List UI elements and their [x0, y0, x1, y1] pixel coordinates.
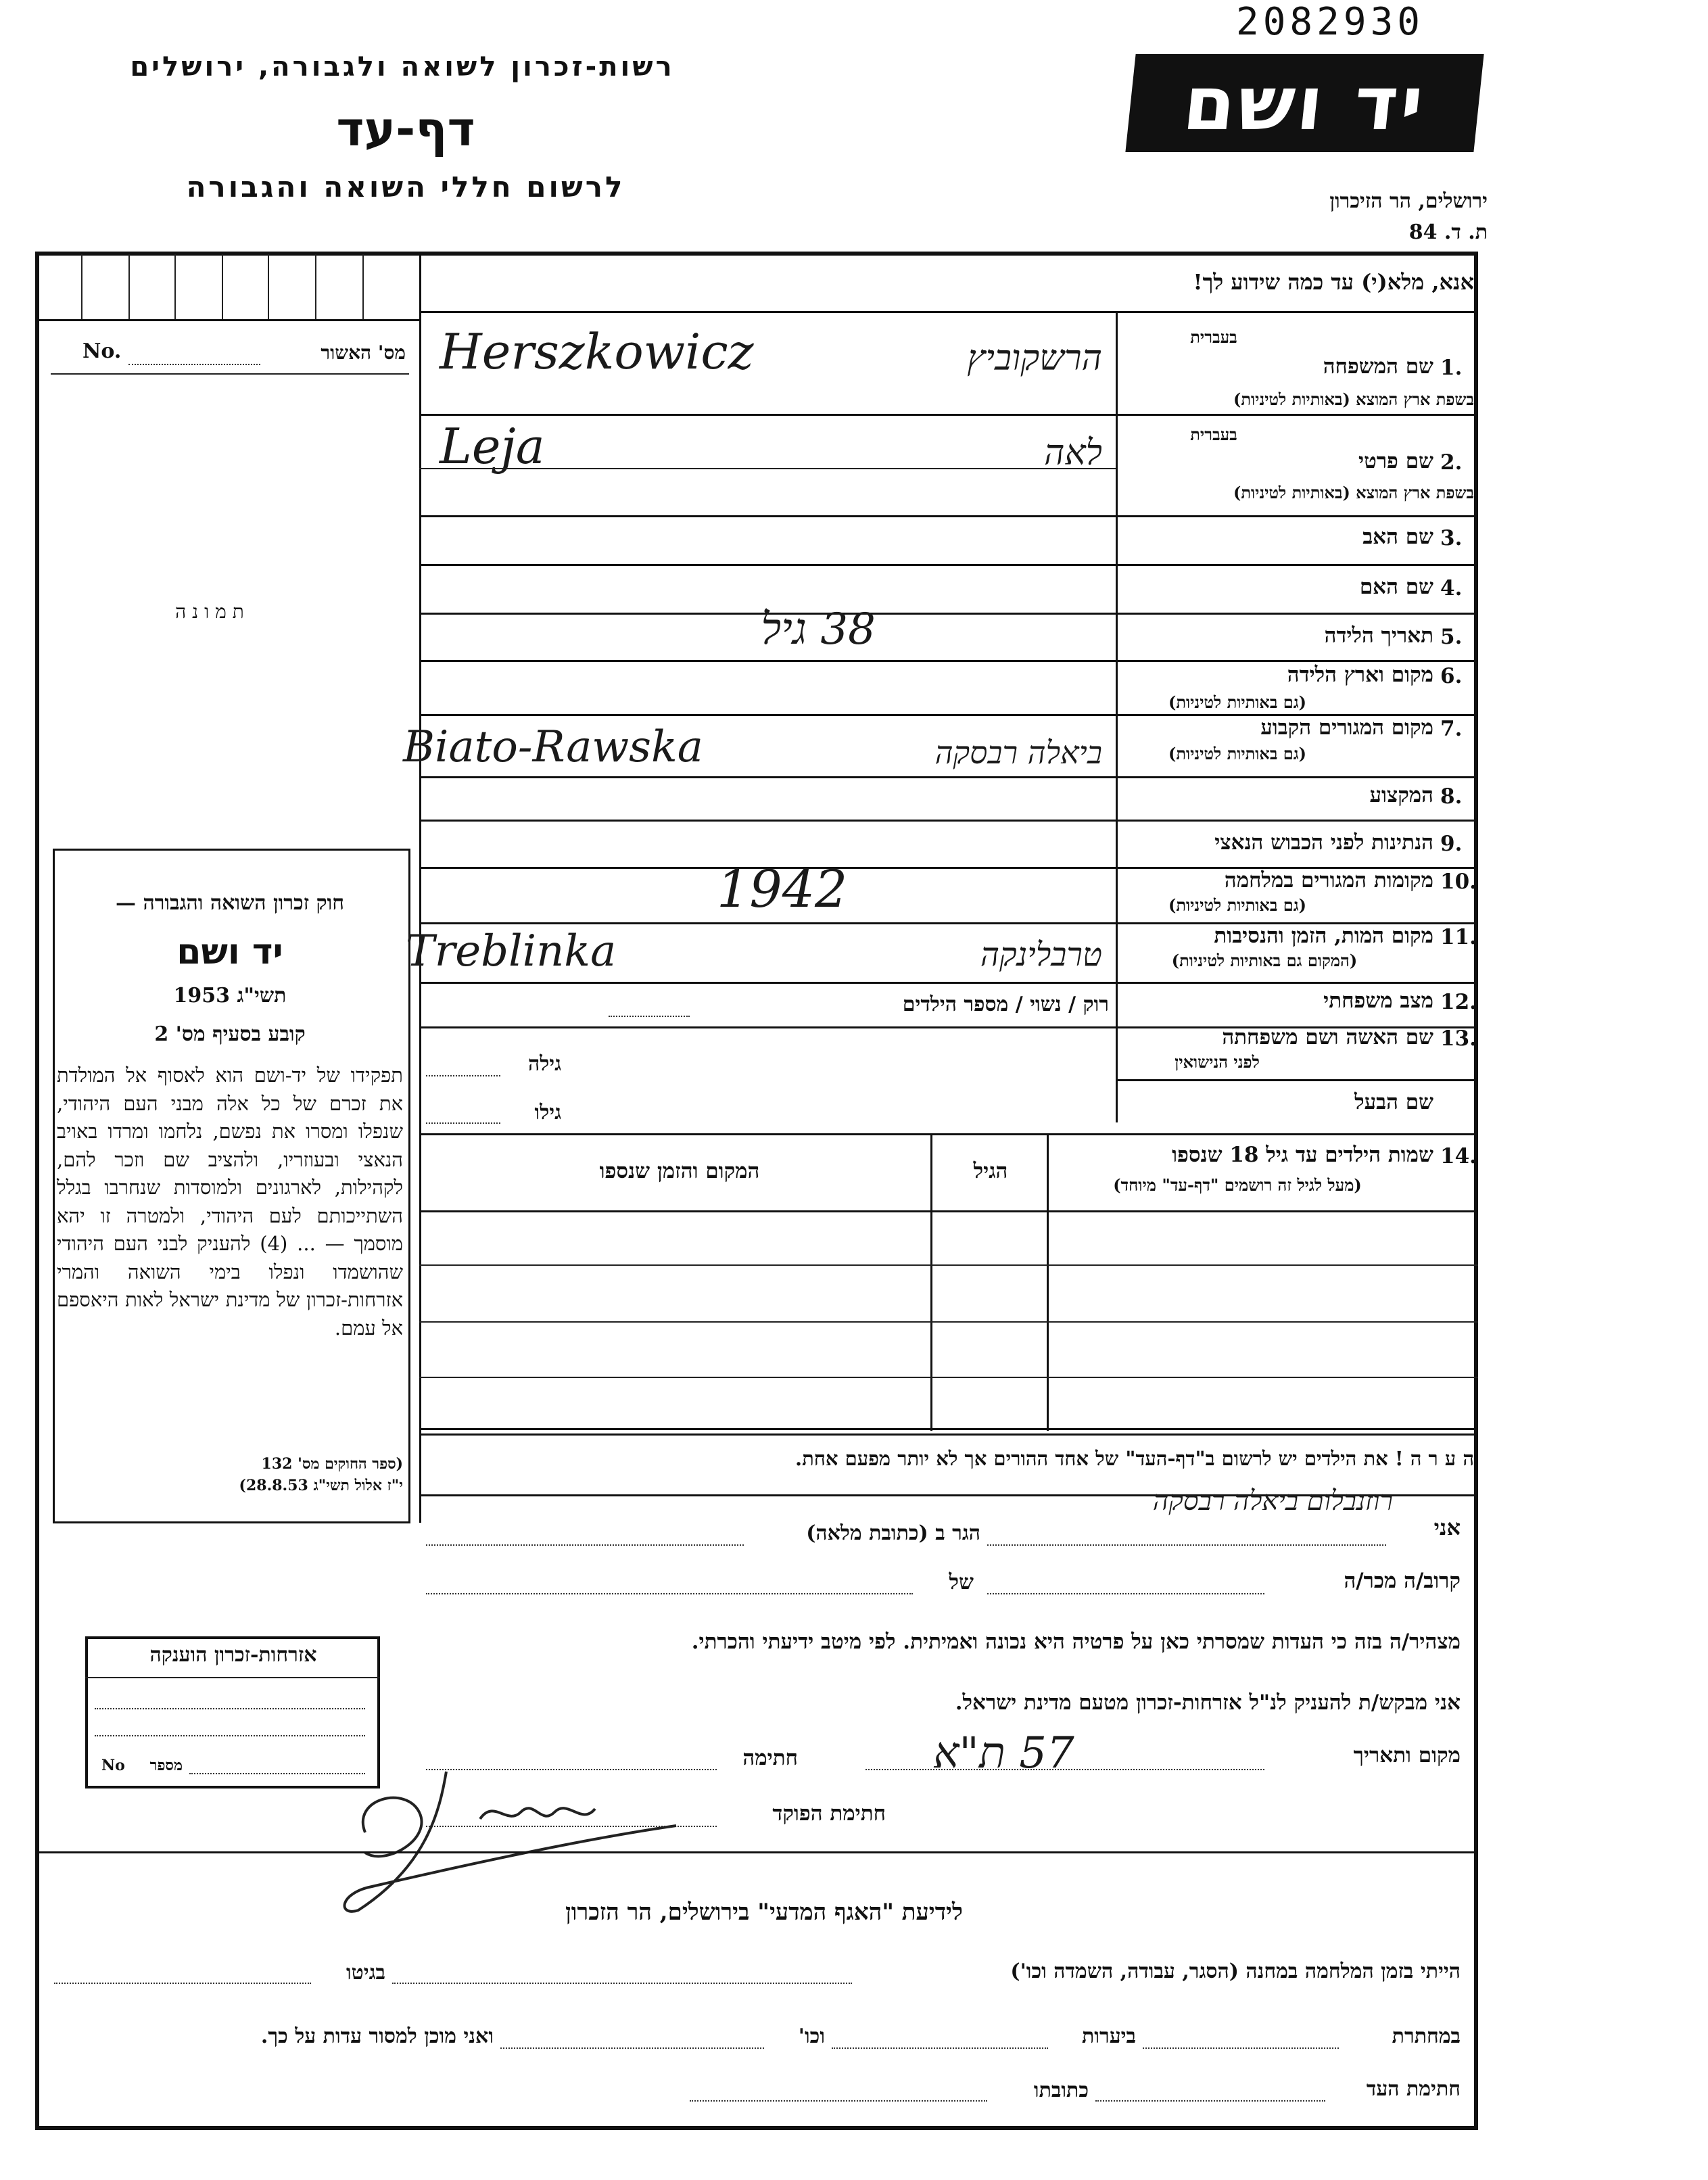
field-11-note: (המקום גם באותיות לטיניות) — [1171, 951, 1358, 970]
footer-witness-sig: חתימת העד — [1366, 2077, 1461, 2101]
citizenship-box-number-label: מספר — [149, 1757, 183, 1774]
field-10-label: מקומות המגורים במלחמה — [1224, 868, 1433, 893]
field-7-value-hebrew: ביאלה רבסקה — [934, 734, 1102, 771]
footer-ready: ואני מוכן למסור עדות על כך. — [260, 2024, 494, 2048]
field-5-label: תאריך הלידה — [1324, 623, 1433, 648]
field-4-num: 4. — [1440, 576, 1463, 600]
field-11-value-latin: Treblinka — [406, 926, 617, 976]
declaration-resides: הגר ב (כתובת מלאה) — [806, 1521, 980, 1545]
law-name: יד ושם — [176, 932, 283, 972]
footer-forests: ביערות — [1081, 2024, 1136, 2048]
signature-label: חתימה — [742, 1746, 798, 1770]
field-2-value-latin: Leja — [440, 418, 545, 475]
field-8-label: המקצוע — [1369, 783, 1433, 807]
place-date-label: מקום ותאריך — [1353, 1743, 1461, 1768]
footer-title: לידיעת "האגף המדעי" בירושלים, הר הזכרון — [565, 1899, 963, 1926]
husband-label: שם הבעל — [1354, 1090, 1433, 1114]
law-title: חוק זכרון השואה והגבורה — — [116, 891, 344, 915]
children-col-age: הגיל — [973, 1159, 1008, 1183]
place-date-value: 57 ת"א — [933, 1728, 1074, 1778]
footer-etc: וכו' — [798, 2024, 825, 2048]
field-10-value: 1942 — [717, 859, 848, 919]
authority-title: רשות-זכרון לשואה ולגבורה, ירושלים — [130, 51, 675, 82]
field-1-value-latin: Herszkowicz — [440, 323, 754, 380]
yad-vashem-logo — [1125, 54, 1484, 152]
field-13-age-label: גילה — [527, 1052, 561, 1076]
field-1-num: 1. — [1440, 356, 1463, 380]
field-8-num: 8. — [1440, 784, 1463, 809]
sidebar-divider — [419, 252, 421, 1523]
citizenship-box-number-no: No — [101, 1757, 125, 1774]
declaration-request: אני מבקש/ת להעניק לנ"ל אזרחות-זכרון מטעם מדינת ישראל. — [955, 1690, 1461, 1715]
field-10-num: 10. — [1440, 870, 1477, 894]
law-year: תשי"ג 1953 — [173, 984, 287, 1008]
field-12-num: 12. — [1440, 990, 1477, 1014]
approval-no: No. — [82, 339, 122, 363]
law-ref-1: (ספר החוקים מס' 132 — [261, 1455, 403, 1473]
field-11-label: מקום המות, הזמן והנסיבות — [1214, 924, 1433, 948]
declaration-of: של — [949, 1570, 974, 1594]
field-6-note: (גם באותיות לטיניות) — [1168, 692, 1307, 712]
footer-line1: הייתי בזמן המלחמה במחנה (הסגר, עבודה, השמדה וכו') — [1010, 1960, 1461, 1983]
field-13-num: 13. — [1440, 1026, 1477, 1051]
field-7-note: (גם באותיות לטיניות) — [1168, 744, 1307, 763]
children-label: שמות הילדים עד גיל 18 שנספו — [1172, 1143, 1433, 1167]
field-5-num: 5. — [1440, 625, 1463, 649]
logo-text: יד ושם — [1179, 60, 1430, 147]
labels-divider — [1116, 311, 1118, 1122]
field-4-label: שם האם — [1359, 575, 1433, 599]
footer-address: כתובתו — [1033, 2079, 1089, 2102]
form-title: דף-עד — [336, 101, 475, 157]
remark-text: ה ע ר ה ! את הילדים יש לרשום ב"דף-העד" של אחד ההורים אך לא יותר מפעם אחת. — [794, 1447, 1474, 1470]
field-5-value: 38 גיל — [761, 605, 876, 655]
husband-age-label: גילו — [534, 1101, 561, 1124]
field-11-num: 11. — [1440, 925, 1477, 949]
footer-underground: במחתרת — [1392, 2024, 1461, 2048]
field-9-num: 9. — [1440, 832, 1463, 856]
children-col-place: המקום והזמן שנספו — [599, 1159, 760, 1183]
field-2-note: בשפת ארץ המוצא (באותיות לטיניות) — [1233, 483, 1474, 502]
field-9-label: הנתינות לפני הכבוש הנאצי — [1214, 830, 1433, 855]
field-1-hebrew-tag: בעברית — [1190, 327, 1237, 347]
field-3-label: שם האב — [1362, 525, 1433, 549]
field-13-note: לפני הנישואין — [1175, 1052, 1260, 1072]
field-2-label: שם פרטי — [1358, 449, 1433, 473]
field-10-note: (גם באותיות לטיניות) — [1168, 895, 1307, 915]
field-6-num: 6. — [1440, 664, 1463, 688]
field-3-num: 3. — [1440, 526, 1463, 550]
field-1-label: שם המשפחה — [1323, 354, 1433, 379]
declaration-statement: מצהיר/ה בזה כי העדות שמסרתי כאן על פרטיה היא נכונה ואמיתית. לפי מיטב ידיעתי והכרתי. — [691, 1630, 1461, 1654]
officer-signature-scribble — [325, 1758, 703, 1920]
field-11-value-hebrew: טרבלינקה — [980, 936, 1102, 974]
footer-ghetto: בגיטו — [346, 1961, 385, 1985]
field-1-note: בשפת ארץ המוצא (באותיות לטיניות) — [1233, 389, 1474, 409]
children-note: (מעל לגיל זה רושמים "דף-עד" מיוחד) — [1113, 1175, 1362, 1195]
field-7-num: 7. — [1440, 717, 1463, 741]
children-num: 14. — [1440, 1144, 1477, 1168]
citizenship-box-title: אזרחות-זכרון הוענקה — [149, 1643, 317, 1667]
field-13-label: שם האשה ושם משפחתה — [1222, 1025, 1433, 1049]
field-7-value-latin: Biato-Rawska — [403, 722, 703, 772]
law-text: תפקידו של יד-ושם הוא לאסוף אל המולדת את זכרם של כל אלה מבני העם היהודי, שנפלו ומסרו את נפשם, נלחמו ומרדו באויב הנאצי ובעוזריו, ולהציב שם וזכר להם, לקהילות, לארגונים ולמוסדות שנחרבו בגלל השתייכותם לעם היהודי, ולמטרה זו יהא מוסמך — ... (4) להעניק לבני העם היהודי שהושמדו ונפלו בימי השואה והמרי אזרחות-זכרון של מדינת ישראל לאות היאספם אל עמם. — [57, 1064, 403, 1340]
photo-label: ת מ ו נ ה — [175, 600, 244, 623]
field-2-value-hebrew: לאה — [1044, 433, 1102, 473]
field-12-label: מצב משפחתי — [1323, 989, 1433, 1013]
field-6-label: מקום וארץ הלידה — [1287, 663, 1433, 687]
form-subtitle: לרשום חללי השואה והגבורה — [186, 170, 625, 204]
approval-label: מס' האשור — [321, 341, 406, 364]
law-clause: קובע בסעיף מס' 2 — [154, 1022, 306, 1046]
address-line: ירושלים, הר הזיכרון — [1329, 189, 1488, 213]
officer-signature-label: חתימת הפוקד — [772, 1801, 886, 1826]
law-ref-2: י"ז אלול תשי"ג 28.8.53) — [239, 1477, 403, 1494]
instruction-text: אנא, מלא(י) עד כמה שידוע לך! — [1193, 269, 1474, 295]
field-1-value-hebrew: הרשקוביץ — [967, 338, 1102, 379]
field-12-value: רוק / נשוי / מספר הילדים — [902, 993, 1109, 1016]
po-box: ת. ד. 84 — [1408, 220, 1488, 244]
declaration-relation: קרוב/ה מכר/ה — [1344, 1569, 1461, 1593]
declaration-me-value: רוזנבלום ביאלה רבסקה — [1152, 1486, 1393, 1517]
field-2-hebrew-tag: בעברית — [1190, 425, 1237, 444]
field-2-num: 2. — [1440, 450, 1463, 475]
field-7-label: מקום המגורים הקבוע — [1260, 715, 1433, 740]
serial-number: 2082930 — [1236, 0, 1425, 44]
declaration-me-label: אני — [1433, 1515, 1461, 1540]
